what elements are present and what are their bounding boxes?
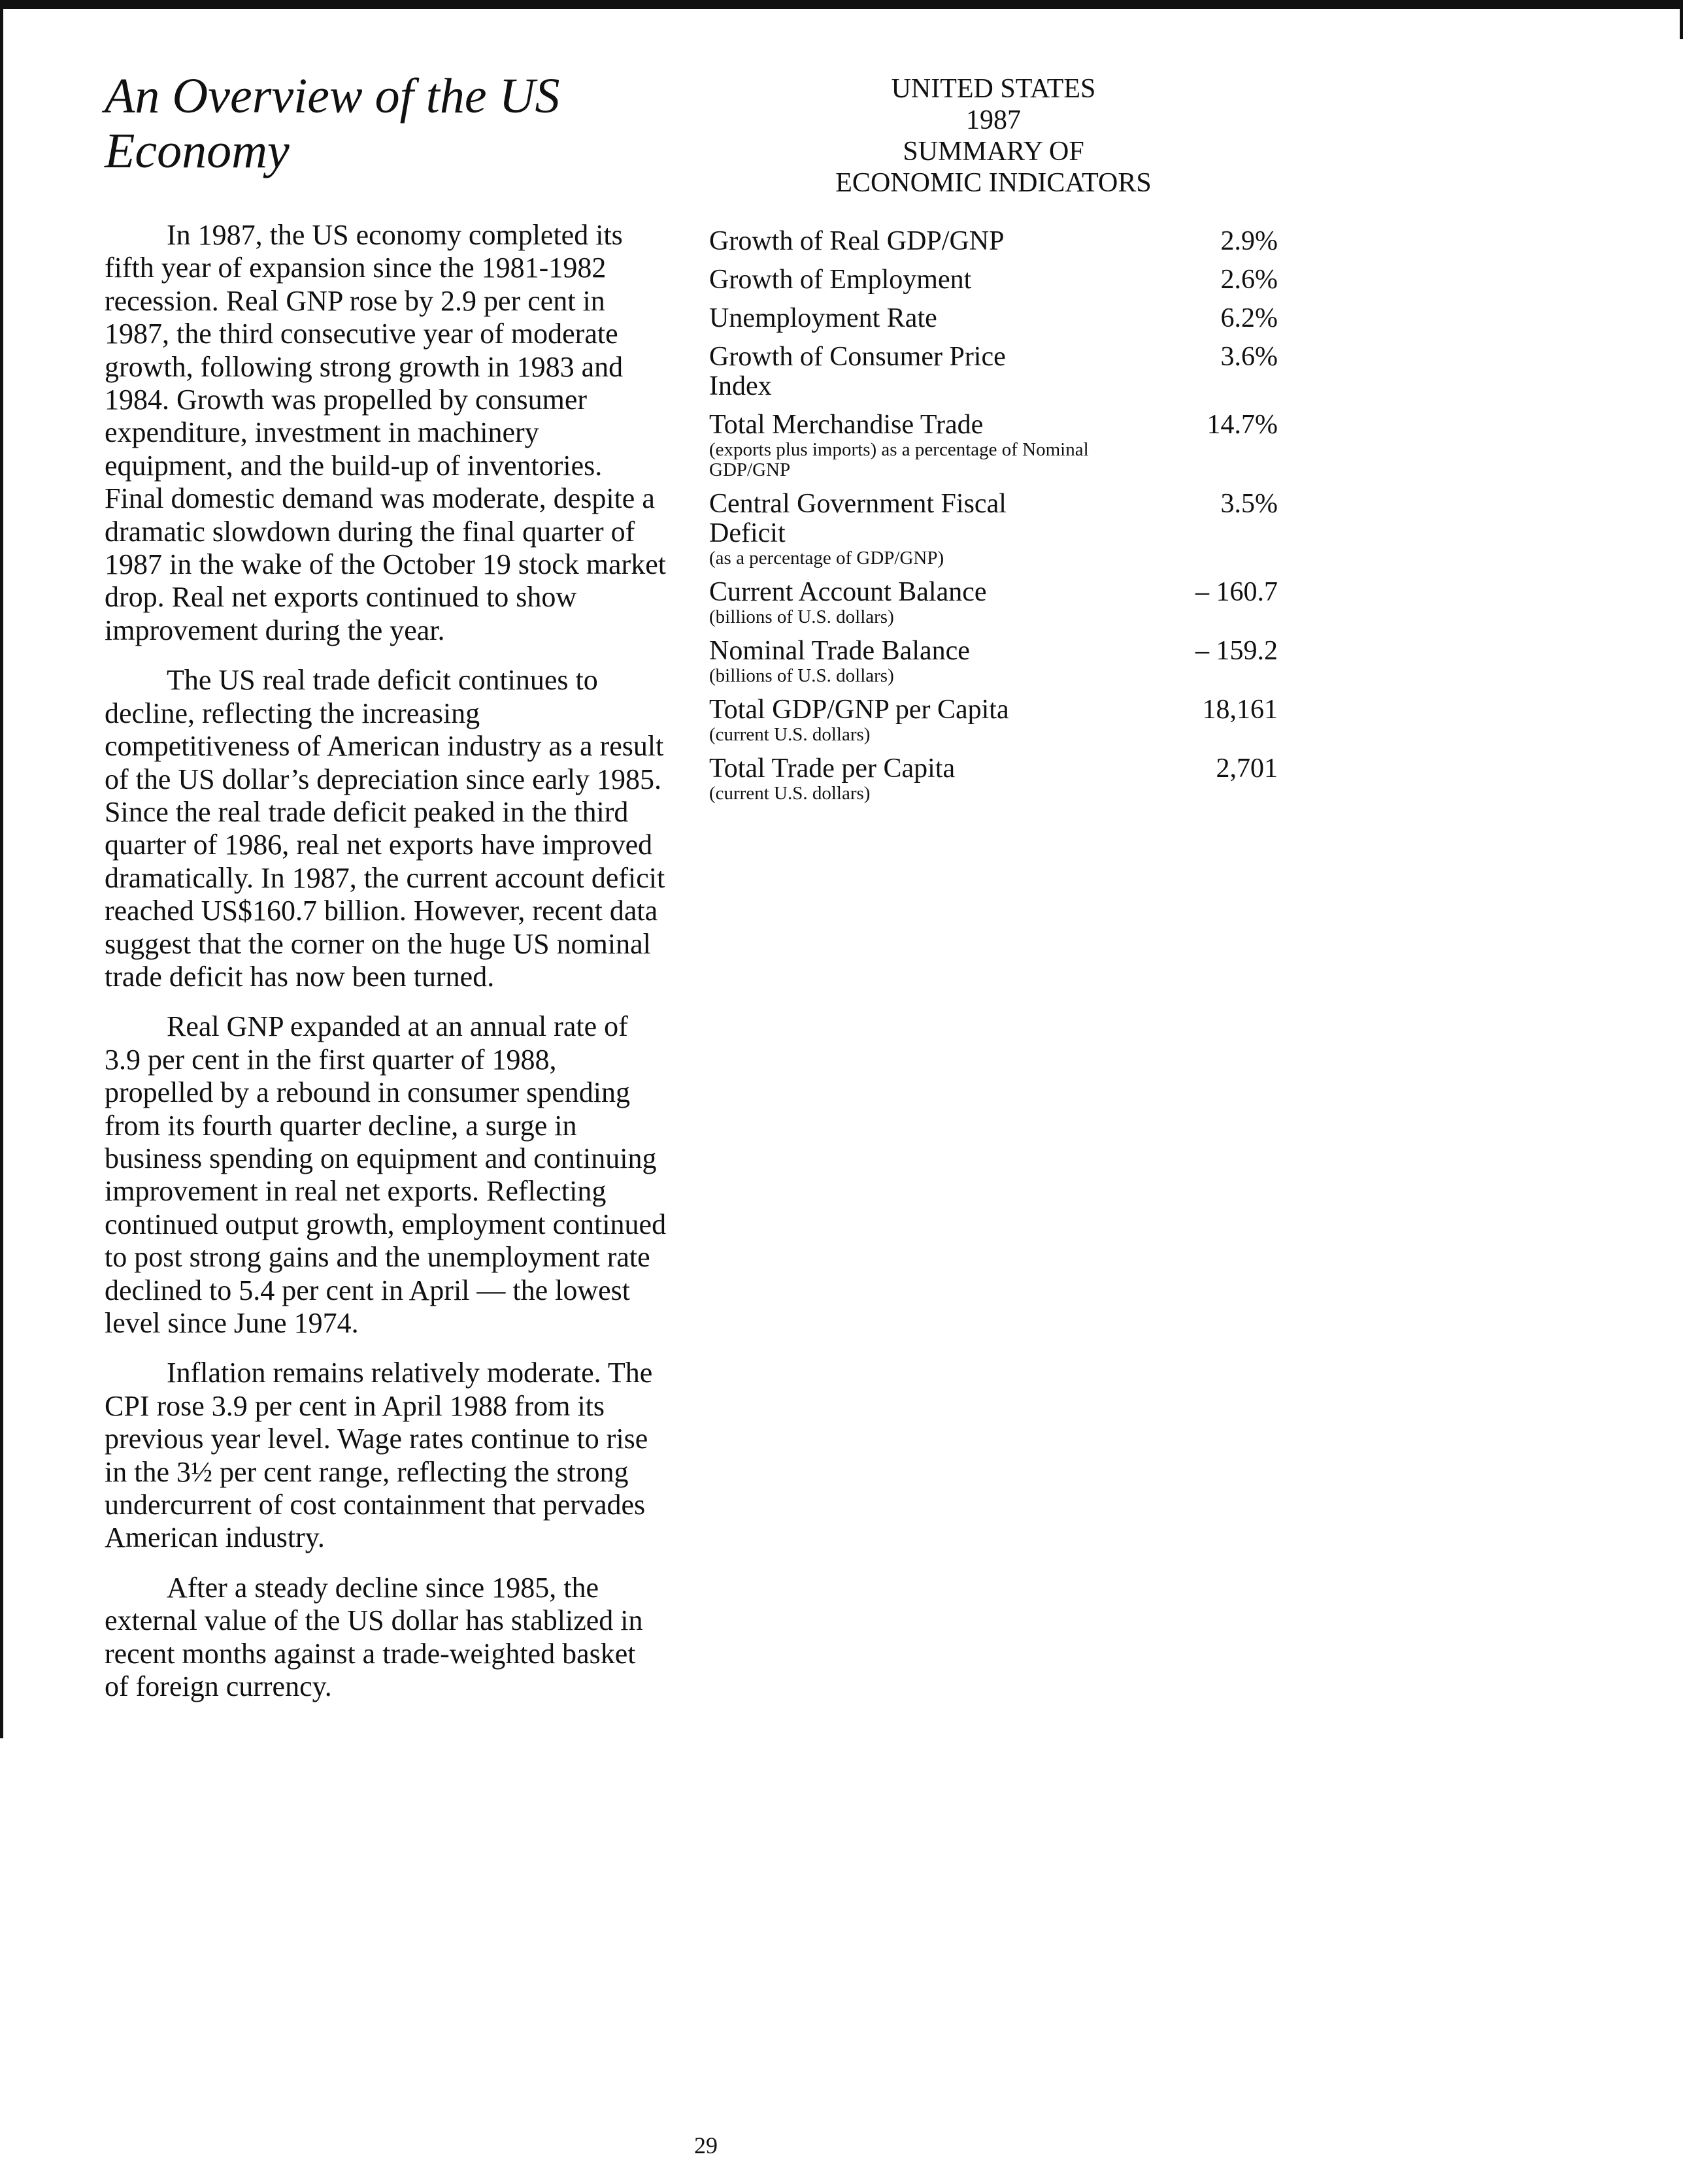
indicator-label: Total Merchandise Trade xyxy=(709,410,984,440)
article-title: An Overview of the US Economy xyxy=(105,69,560,178)
indicator-row xyxy=(709,754,1278,804)
indicator-row xyxy=(709,489,1278,569)
summary-heading xyxy=(709,73,1278,199)
indicator-label: Total GDP/GNP per Capita xyxy=(709,695,1009,725)
article-column xyxy=(105,69,667,1720)
indicator-row xyxy=(709,342,1278,401)
left-border-rule xyxy=(0,0,3,1738)
indicator-label: Growth of Employment xyxy=(709,265,972,295)
article-paragraph: Inflation remains relatively moderate. The CPI rose 3.9 per cent in April 1988 from its previous year level. Wage rates continue to rise in the 3½ per cent range, reflecting the strong undercurrent of cost containment that pervades American industry. xyxy=(105,1357,653,1554)
indicator-value: – 160.7 xyxy=(1195,577,1278,607)
indicator-note: (exports plus imports) as a percentage of Nominal GDP/GNP xyxy=(709,439,1089,480)
indicator-value: 18,161 xyxy=(1202,695,1278,725)
indicator-row xyxy=(709,227,1278,256)
indicator-value: 2.9% xyxy=(1220,226,1278,256)
indicator-value: 14.7% xyxy=(1207,410,1278,440)
indicator-value: 3.6% xyxy=(1220,342,1278,372)
indicator-value: 2,701 xyxy=(1216,753,1278,784)
indicator-row xyxy=(709,304,1278,333)
indicator-note: (billions of U.S. dollars) xyxy=(709,606,894,627)
article-paragraph: Real GNP expanded at an annual rate of 3.9 per cent in the first quarter of 1988, propelled by a rebound in consumer spending from its fourth quarter decline, a surge in business spending on equipment and continuing improvement in real net exports. Reflecting continued output growth, employment continued to post strong gains and the unemployment rate declined to 5.4 per cent in April — the lowest level since June 1974. xyxy=(105,1010,667,1339)
summary-heading-line: SUMMARY OF xyxy=(903,137,1084,167)
article-body xyxy=(105,219,667,1703)
indicator-row xyxy=(709,695,1278,745)
indicator-value: 6.2% xyxy=(1220,303,1278,333)
right-border-rule xyxy=(1680,0,1683,39)
indicator-table xyxy=(709,227,1278,804)
indicator-row xyxy=(709,578,1278,627)
indicator-row xyxy=(709,410,1278,480)
summary-heading-line: 1987 xyxy=(966,105,1021,135)
indicator-value: 3.5% xyxy=(1220,489,1278,519)
article-paragraph: After a steady decline since 1985, the external value of the US dollar has stablized in recent months against a trade-weighted basket of foreign currency. xyxy=(105,1571,643,1703)
indicator-label: Central Government Fiscal Deficit xyxy=(709,489,1007,548)
indicator-label: Growth of Real GDP/GNP xyxy=(709,226,1005,256)
page-number: 29 xyxy=(694,2132,718,2159)
indicator-label: Unemployment Rate xyxy=(709,303,937,333)
indicator-row xyxy=(709,265,1278,295)
indicator-note: (current U.S. dollars) xyxy=(709,724,871,745)
indicator-label: Nominal Trade Balance xyxy=(709,636,970,666)
indicator-label: Current Account Balance xyxy=(709,577,987,607)
top-border-rule xyxy=(0,0,1683,9)
indicator-value: – 159.2 xyxy=(1195,636,1278,666)
indicator-note: (current U.S. dollars) xyxy=(709,783,871,804)
indicator-row xyxy=(709,637,1278,686)
summary-heading-line: UNITED STATES xyxy=(891,74,1096,104)
indicator-label: Growth of Consumer Price Index xyxy=(709,342,1006,401)
indicator-value: 2.6% xyxy=(1220,265,1278,295)
summary-heading-line: ECONOMIC INDICATORS xyxy=(835,168,1152,198)
indicator-note: (as a percentage of GDP/GNP) xyxy=(709,548,944,569)
article-paragraph: The US real trade deficit continues to decline, reflecting the increasing competitiveness of American industry as a result of the US dollar’s depreciation since early 1985. Since the real trade deficit peaked in the third quarter of 1986, real net exports have improved dramatically. In 1987, the current account deficit reached US$160.7 billion. However, recent data suggest that the corner on the huge US nominal trade deficit has now been turned. xyxy=(105,664,665,993)
indicator-note: (billions of U.S. dollars) xyxy=(709,665,894,686)
article-paragraph: In 1987, the US economy completed its fifth year of expansion since the 1981-1982 recession. Real GNP rose by 2.9 per cent in 1987, the third consecutive year of moderate growth, following strong growth in 1983 and 1984. Growth was propelled by consumer expenditure, investment in machinery equipment, and the build-up of inventories. Final domestic demand was moderate, despite a dramatic slowdown during the final quarter of 1987 in the wake of the October 19 stock market drop. Real net exports continued to show improvement during the year. xyxy=(105,219,666,646)
summary-panel xyxy=(709,73,1278,813)
indicator-label: Total Trade per Capita xyxy=(709,753,956,784)
